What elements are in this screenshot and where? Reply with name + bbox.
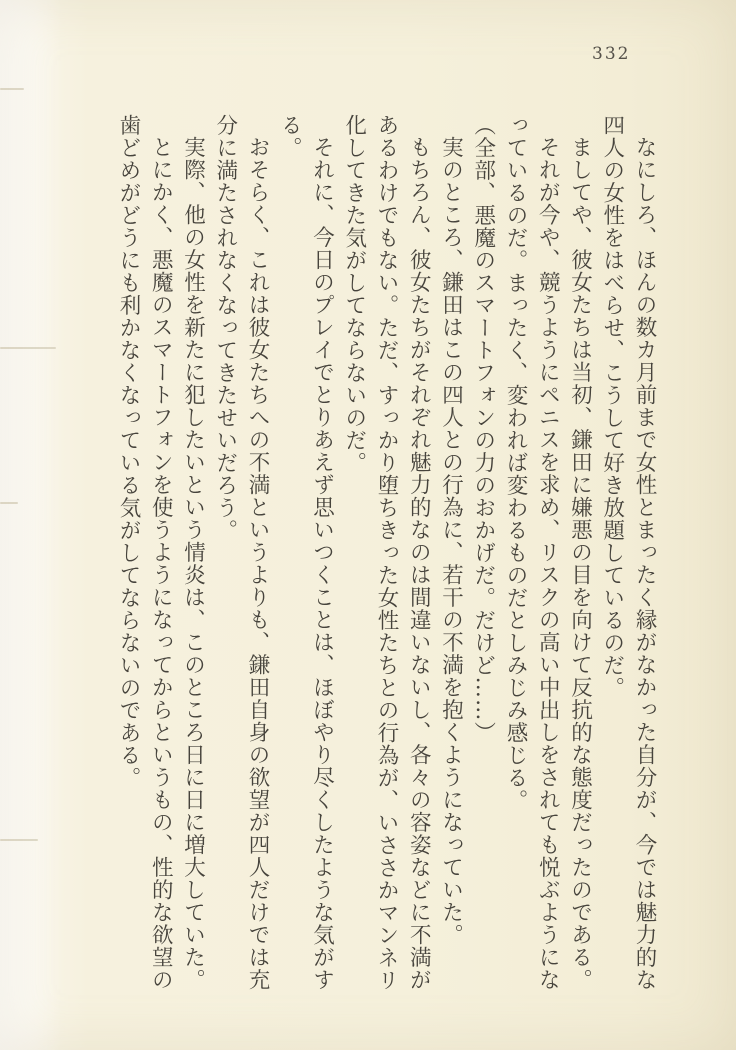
page-number: 332 bbox=[592, 44, 631, 64]
paragraph: ましてや、彼女たちは当初、鎌田に嫌悪の目を向けて反抗的な態度だったのである。 bbox=[567, 135, 593, 991]
paragraph: とにかく、悪魔のスマートフォンを使うようになってからというもの、性的な欲望の歯どめがどうにも利かなくなっている気がしてならないのである。 bbox=[116, 114, 174, 991]
scan-scratch bbox=[0, 347, 56, 349]
scan-scratch bbox=[0, 502, 18, 504]
body-text bbox=[112, 114, 660, 994]
paragraph: なにしろ、ほんの数カ月前まで女性とまったく縁がなかった自分が、今では魅力的な四人の女性をはべらせ、こうして好き放題しているのだ。 bbox=[599, 114, 657, 991]
paragraph: 実際、他の女性を新たに犯したいという情炎は、このところ日に日に増大していた。 bbox=[180, 135, 206, 991]
paragraph: それに、今日のプレイでとりあえず思いつくことは、ほぼやり尽くしたような気がする。 bbox=[277, 114, 335, 991]
paragraph: それが今や、競うようにペニスを求め、リスクの高い中出しをされても悦ぶようになっているのだ。まったく、変われば変わるものだとしみじみ感じる。 bbox=[503, 114, 561, 991]
paragraph: もちろん、彼女たちがそれぞれ魅力的なのは間違いないし、各々の容姿などに不満があるわけでもない。ただ、すっかり堕ちきった女性たちとの行為が、いささかマンネリ化してきた気がしてならないのだ。 bbox=[341, 114, 432, 992]
scan-scratch bbox=[0, 839, 38, 841]
paragraph-parenthetical: （全部、悪魔のスマートフォンの力のおかげだ。だけど……） bbox=[470, 114, 496, 744]
paragraph: 実のところ、鎌田はこの四人との行為に、若干の不満を抱くようになっていた。 bbox=[438, 135, 464, 946]
scan-scratch bbox=[0, 88, 24, 90]
scan-page-edge bbox=[0, 0, 62, 1050]
paragraph: おそらく、これは彼女たちへの不満というよりも、鎌田自身の欲望が四人だけでは充分に満たされなくなってきたせいだろう。 bbox=[212, 114, 270, 991]
